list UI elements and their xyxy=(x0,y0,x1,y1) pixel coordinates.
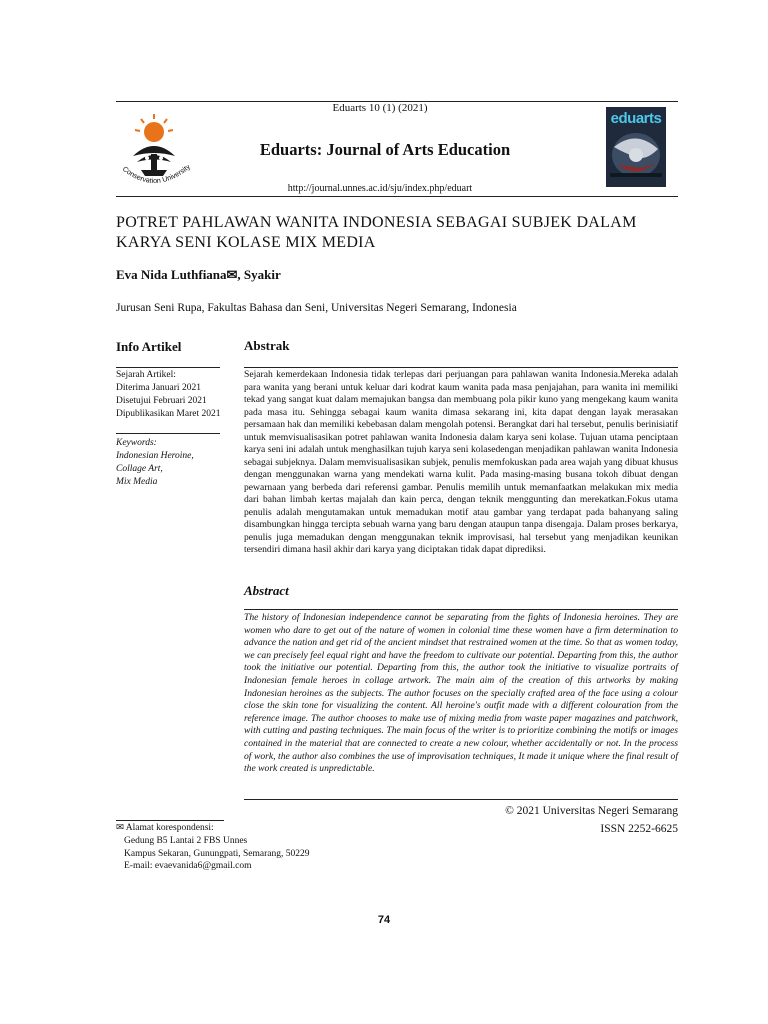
info-artikel-heading: Info Artikel xyxy=(116,339,182,354)
article-title: POTRET PAHLAWAN WANITA INDONESIA SEBAGAI SUBJEK DALAM KARYA SENI KOLASE MIX MEDIA xyxy=(116,214,637,251)
correspondence-label: ✉ Alamat korespondensi: xyxy=(116,823,214,833)
abstract-body: The history of Indonesian independence cannot be separating from the fights of Indonesia heroines. They are women who dare to get out of the nature of women in colonial time these women have a firm determination to advance the nation and get rid of the ancient mindset that restrained women at the time. So that as women today, we can precisely feel equal right and have the freedom to cultivate our potential. Departing from this, the author took the initiative our potential. Departing from this, the author took the initiative to visualize portraits of Indonesian female heroes in collage artwork. The main aim of the creation of this artworks by making Indonesian heroines as the subjects. The author focuses on the specially crafted area of the face using a colour close the skin tone for visualizing the content. All heroine's outfit made with a different colouration from the reference image. The author chooses to make use of mixing media from waste paper magazines and patchwork, with cutting and pasting techniques. The main focus of the writer is to prioritize combining the motifs or images contained in the material that are connected to create a new colour, whether accidentally or not. In the process of work, the author also combines the use of improvisation techniques, It made it unique where the final result of the work created is unpredictable. xyxy=(244,612,678,775)
keyword-item: Indonesian Heroine, xyxy=(116,451,194,461)
logo-sun-rays xyxy=(135,114,173,142)
abstract-heading-rule xyxy=(244,609,678,610)
journal-volume: Eduarts 10 (1) (2021) xyxy=(332,102,428,114)
journal-url[interactable]: http://journal.unnes.ac.id/sju/index.php/eduart xyxy=(287,183,473,194)
info-heading-rule xyxy=(116,367,220,368)
correspondence-email[interactable]: E-mail: evaevanida6@gmail.com xyxy=(124,861,252,871)
journal-cover-thumbnail xyxy=(606,107,666,187)
header-bottom-rule xyxy=(116,196,678,197)
cover-artwork xyxy=(606,127,666,183)
logo-caption-arc xyxy=(113,165,195,195)
abstrak-body: Sejarah kemerdekaan Indonesia tidak terlepas dari perjuangan para pahlawan wanita Indonesia.Mereka adalah para wanita yang berani untuk keluar dari kodrat kaum wanita pada masa penjajahan, para wanita ini memiliki tekad yang sangat kuat dalam memajukan bangsa dan membuang pola pikir kuno yang mengekang kaum wanita pada masa itu. Sehingga sebagai kaum wanita dimasa sekarang ini, kita dapat dengan layak merasakan persamaan hak dan memiliki kebebasan dalam mengolah potensi. Berangkat dari hal tersebut, penulis berinisiatif untuk memvisualisasikan potret pahlawan wanita Indonesia dalam karya seni kolase. Tujuan utama penciptaan karya seni ini adalah untuk menghasilkan tujuh karya seni kolasedengan menjadikan pahlawan wanita Indonesia sebagai subjeknya. Dalam memvisualisasikan subjek, penulis memfokuskan pada area wajah yang dibuat khusus dengan menggunakan warna yang mendekati warna kulit. Pada masing-masing busana tokoh dibuat dengan pewarnaan yang berbeda dari referensi gambar. Penulis memilih untuk memanfaatkan melakukan mix media dari bahan limbah kertas majalah dan kain perca, dengan teknik menggunting dan merekatkan.Fokus utama penulis adalah mengutamakan untuk memadukan motif atau gambar yang terdapat pada bahanyang saling disambungkan hingga tercipta sebuah warna yang baru dengan ataupun tanpa disengaja. Dalam proses berkarya, penulis juga memadukan dengan menggunakan teknik improvisasi, hal tersebut yang menjadikan keunikan tersendiri dimana hasil akhir dari karya yang diciptakan tidak dapat diprediksi. xyxy=(244,369,678,555)
history-line: Disetujui Februari 2021 xyxy=(116,396,207,406)
history-line: Sejarah Artikel: xyxy=(116,370,176,380)
address-line: Kampus Sekaran, Gunungpati, Semarang, 50229 xyxy=(124,849,310,859)
article-history xyxy=(116,369,236,421)
article-keywords xyxy=(116,437,236,489)
issn-number: ISSN 2252-6625 xyxy=(600,823,678,835)
correspondence-address xyxy=(124,835,309,861)
keyword-item: Collage Art, xyxy=(116,464,163,474)
abstrak-heading: Abstrak xyxy=(244,338,290,353)
abstract-bottom-rule xyxy=(244,799,678,800)
article-affiliation: Jurusan Seni Rupa, Fakultas Bahasa dan Seni, Universitas Negeri Semarang, Indonesia xyxy=(116,302,517,314)
address-line: Gedung B5 Lantai 2 FBS Unnes xyxy=(124,836,248,846)
copyright-notice: © 2021 Universitas Negeri Semarang xyxy=(505,805,678,817)
journal-title: Eduarts: Journal of Arts Education xyxy=(259,140,511,159)
cover-title: eduarts xyxy=(610,110,662,127)
page-number: 74 xyxy=(377,914,391,926)
keywords-label: Keywords: xyxy=(116,438,157,448)
footnote-rule xyxy=(116,820,224,821)
history-line: Dipublikasikan Maret 2021 xyxy=(116,409,221,419)
logo-caption-text: Conservation University xyxy=(120,165,192,186)
info-history-rule xyxy=(116,433,220,434)
svg-text:Conservation University xyxy=(121,165,192,185)
keyword-item: Mix Media xyxy=(116,477,158,487)
abstract-heading: Abstract xyxy=(244,583,289,598)
abstrak-heading-rule xyxy=(244,367,678,368)
history-line: Diterima Januari 2021 xyxy=(116,383,201,393)
article-authors: Eva Nida Luthfiana✉, Syakir xyxy=(116,267,281,282)
